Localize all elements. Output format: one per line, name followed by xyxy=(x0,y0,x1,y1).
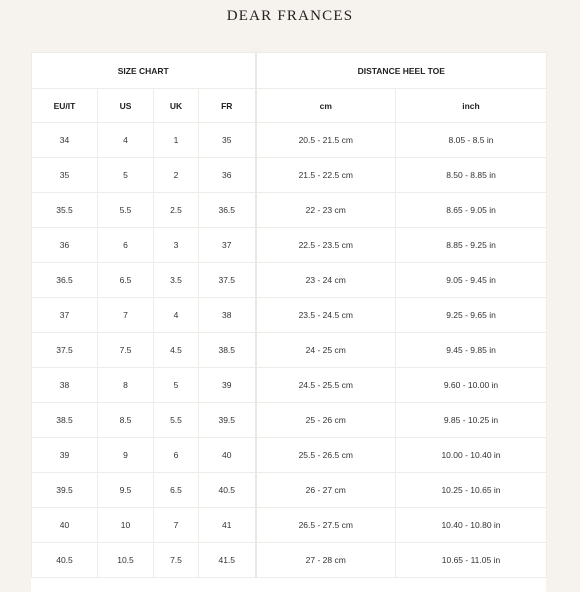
cell-us: 7.5 xyxy=(98,333,154,368)
cell-fr: 41.5 xyxy=(199,543,256,578)
size-chart-header: SIZE CHART xyxy=(32,53,256,89)
cell-us: 5 xyxy=(98,158,154,193)
cell-cm: 25 - 26 cm xyxy=(256,403,396,438)
table-row xyxy=(32,438,547,473)
cell-inch: 8.50 - 8.85 in xyxy=(396,158,547,193)
cell-eu-it: 36 xyxy=(32,228,98,263)
cell-fr: 37.5 xyxy=(199,263,256,298)
cell-eu-it: 39.5 xyxy=(32,473,98,508)
cell-cm: 24.5 - 25.5 cm xyxy=(256,368,396,403)
table-row xyxy=(32,368,547,403)
cell-inch: 8.65 - 9.05 in xyxy=(396,193,547,228)
cell-inch: 9.25 - 9.65 in xyxy=(396,298,547,333)
cell-uk: 7.5 xyxy=(154,543,199,578)
cell-fr: 39 xyxy=(199,368,256,403)
cell-cm: 20.5 - 21.5 cm xyxy=(256,123,396,158)
table-row xyxy=(32,193,547,228)
cell-inch: 10.40 - 10.80 in xyxy=(396,508,547,543)
brand-title: DEAR FRANCES xyxy=(226,8,354,24)
cell-cm: 26.5 - 27.5 cm xyxy=(256,508,396,543)
cell-us: 7 xyxy=(98,298,154,333)
cell-us: 4 xyxy=(98,123,154,158)
table-row xyxy=(32,508,547,543)
cell-fr: 38 xyxy=(199,298,256,333)
cell-uk: 2.5 xyxy=(154,193,199,228)
cell-cm: 23.5 - 24.5 cm xyxy=(256,298,396,333)
cell-inch: 9.45 - 9.85 in xyxy=(396,333,547,368)
cell-inch: 10.25 - 10.65 in xyxy=(396,473,547,508)
cell-uk: 3.5 xyxy=(154,263,199,298)
cell-uk: 5 xyxy=(154,368,199,403)
cell-eu-it: 37 xyxy=(32,298,98,333)
cell-fr: 38.5 xyxy=(199,333,256,368)
cell-cm: 21.5 - 22.5 cm xyxy=(256,158,396,193)
cell-fr: 37 xyxy=(199,228,256,263)
cell-fr: 40.5 xyxy=(199,473,256,508)
table-row xyxy=(32,263,547,298)
table-row xyxy=(32,473,547,508)
cell-uk: 2 xyxy=(154,158,199,193)
cell-uk: 7 xyxy=(154,508,199,543)
cell-inch: 10.65 - 11.05 in xyxy=(396,543,547,578)
cell-us: 8 xyxy=(98,368,154,403)
cell-eu-it: 35.5 xyxy=(32,193,98,228)
cell-eu-it: 40 xyxy=(32,508,98,543)
cell-eu-it: 40.5 xyxy=(32,543,98,578)
cell-us: 9.5 xyxy=(98,473,154,508)
column-header-fr: FR xyxy=(199,89,256,123)
cell-inch: 8.05 - 8.5 in xyxy=(396,123,547,158)
cell-inch: 9.60 - 10.00 in xyxy=(396,368,547,403)
cell-us: 6.5 xyxy=(98,263,154,298)
distance-heel-toe-header: DISTANCE HEEL TOE xyxy=(256,53,547,89)
cell-eu-it: 34 xyxy=(32,123,98,158)
size-chart-table-container xyxy=(31,52,546,592)
column-header-row xyxy=(32,89,547,123)
cell-cm: 26 - 27 cm xyxy=(256,473,396,508)
cell-us: 8.5 xyxy=(98,403,154,438)
cell-inch: 8.85 - 9.25 in xyxy=(396,228,547,263)
cell-us: 6 xyxy=(98,228,154,263)
column-header-cm: cm xyxy=(256,89,396,123)
table-row xyxy=(32,543,547,578)
table-row xyxy=(32,228,547,263)
table-row xyxy=(32,298,547,333)
column-header-uk: UK xyxy=(154,89,199,123)
cell-uk: 4 xyxy=(154,298,199,333)
cell-fr: 41 xyxy=(199,508,256,543)
cell-fr: 36.5 xyxy=(199,193,256,228)
table-row xyxy=(32,123,547,158)
cell-inch: 9.85 - 10.25 in xyxy=(396,403,547,438)
cell-cm: 25.5 - 26.5 cm xyxy=(256,438,396,473)
column-header-inch: inch xyxy=(396,89,547,123)
column-header-us: US xyxy=(98,89,154,123)
cell-us: 9 xyxy=(98,438,154,473)
cell-cm: 22.5 - 23.5 cm xyxy=(256,228,396,263)
cell-eu-it: 38.5 xyxy=(32,403,98,438)
cell-cm: 23 - 24 cm xyxy=(256,263,396,298)
cell-uk: 5.5 xyxy=(154,403,199,438)
cell-eu-it: 35 xyxy=(32,158,98,193)
cell-uk: 1 xyxy=(154,123,199,158)
size-chart-table xyxy=(31,52,547,578)
cell-fr: 40 xyxy=(199,438,256,473)
cell-inch: 9.05 - 9.45 in xyxy=(396,263,547,298)
table-row xyxy=(32,403,547,438)
column-header-eu-it: EU/IT xyxy=(32,89,98,123)
cell-us: 10.5 xyxy=(98,543,154,578)
cell-us: 10 xyxy=(98,508,154,543)
cell-fr: 39.5 xyxy=(199,403,256,438)
cell-eu-it: 36.5 xyxy=(32,263,98,298)
table-row xyxy=(32,333,547,368)
cell-inch: 10.00 - 10.40 in xyxy=(396,438,547,473)
cell-uk: 6 xyxy=(154,438,199,473)
cell-cm: 24 - 25 cm xyxy=(256,333,396,368)
cell-uk: 6.5 xyxy=(154,473,199,508)
cell-uk: 4.5 xyxy=(154,333,199,368)
group-header-row xyxy=(32,53,547,89)
cell-us: 5.5 xyxy=(98,193,154,228)
cell-fr: 35 xyxy=(199,123,256,158)
cell-eu-it: 39 xyxy=(32,438,98,473)
cell-eu-it: 38 xyxy=(32,368,98,403)
cell-cm: 22 - 23 cm xyxy=(256,193,396,228)
table-row xyxy=(32,158,547,193)
cell-fr: 36 xyxy=(199,158,256,193)
cell-eu-it: 37.5 xyxy=(32,333,98,368)
cell-uk: 3 xyxy=(154,228,199,263)
cell-cm: 27 - 28 cm xyxy=(256,543,396,578)
